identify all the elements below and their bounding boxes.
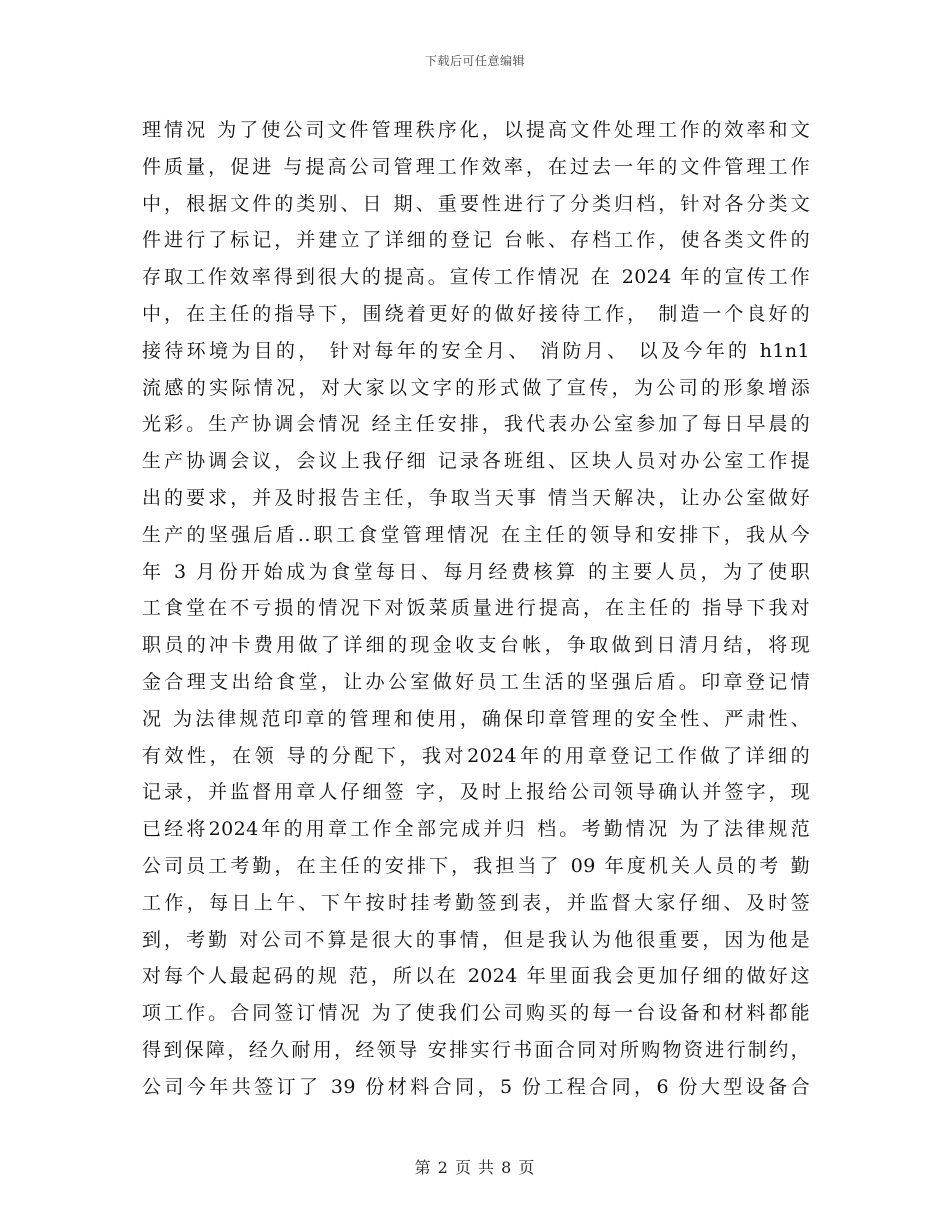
text-line: 公司员工考勤，在主任的安排下，我担当了 09 年度机关人员的考 勤 xyxy=(142,854,810,877)
text-line: 生产的坚强后盾..职工食堂管理情况 在主任的领导和安排下，我从今 xyxy=(142,523,810,546)
text-line: 工食堂在不亏损的情况下对饭菜质量进行提高，在主任的 指导下我对 xyxy=(142,597,810,620)
body-text xyxy=(142,112,810,1106)
text-line: 件质量，促进 与提高公司管理工作效率，在过去一年的文件管理工作 xyxy=(142,155,810,178)
text-line: 光彩。生产协调会情况 经主任安排，我代表办公室参加了每日早晨的 xyxy=(142,413,810,436)
text-line: 金合理支出给食堂，让办公室做好员工生活的坚强后盾。印章登记情 xyxy=(142,670,810,693)
text-line: 到，考勤 对公司不算是很大的事情，但是我认为他很重要，因为他是 xyxy=(142,928,810,951)
text-line: 职员的冲卡费用做了详细的现金收支台帐，争取做到日清月结，将现 xyxy=(142,634,810,657)
text-line: 存取工作效率得到很大的提高。宣传工作情况 在 2024 年的宣传工作 xyxy=(142,266,810,289)
text-line: 中，根据文件的类别、日 期、重要性进行了分类归档，针对各分类文 xyxy=(142,192,810,215)
text-line: 公司今年共签订了 39 份材料合同，5 份工程合同，6 份大型设备合 xyxy=(142,1075,810,1098)
text-line: 得到保障，经久耐用，经领导 安排实行书面合同对所购物资进行制约， xyxy=(142,1038,810,1061)
text-line: 年 3 月份开始成为食堂每日、每月经费核算 的主要人员，为了使职 xyxy=(142,560,810,583)
text-line: 工作，每日上午、下午按时挂考勤签到表，并监督大家仔细、及时签 xyxy=(142,891,810,914)
page-header: 下载后可任意编辑 xyxy=(424,54,525,68)
page-footer: 第 2 页 共 8 页 xyxy=(414,1158,536,1177)
text-line: 已经将2024年的用章工作全部完成并归 档。考勤情况 为了法律规范 xyxy=(142,818,810,841)
text-line: 记录，并监督用章人仔细签 字，及时上报给公司领导确认并签字，现 xyxy=(142,781,810,804)
text-line: 项工作。合同签订情况 为了使我们公司购买的每一台设备和材料都能 xyxy=(142,1002,810,1025)
text-line: 件进行了标记，并建立了详细的登记 台帐、存档工作，使各类文件的 xyxy=(142,229,810,252)
text-line: 出的要求，并及时报告主任，争取当天事 情当天解决，让办公室做好 xyxy=(142,486,810,509)
text-line: 中，在主任的指导下，围绕着更好的做好接待工作， 制造一个良好的 xyxy=(142,302,810,325)
text-line: 对每个人最起码的规 范，所以在 2024 年里面我会更加仔细的做好这 xyxy=(142,965,810,988)
text-line: 况 为法律规范印章的管理和使用，确保印章管理的安全性、严肃性、 xyxy=(142,707,810,730)
text-line: 理情况 为了使公司文件管理秩序化，以提高文件处理工作的效率和文 xyxy=(142,119,810,141)
text-line: 生产协调会议，会议上我仔细 记录各班组、区块人员对办公室工作提 xyxy=(142,450,810,473)
text-line: 接待环境为目的， 针对每年的安全月、 消防月、 以及今年的 h1n1 xyxy=(142,339,810,362)
text-line: 有效性，在领 导的分配下，我对2024年的用章登记工作做了详细的 xyxy=(142,744,810,767)
text-line: 流感的实际情况，对大家以文字的形式做了宣传，为公司的形象增添 xyxy=(142,376,810,399)
